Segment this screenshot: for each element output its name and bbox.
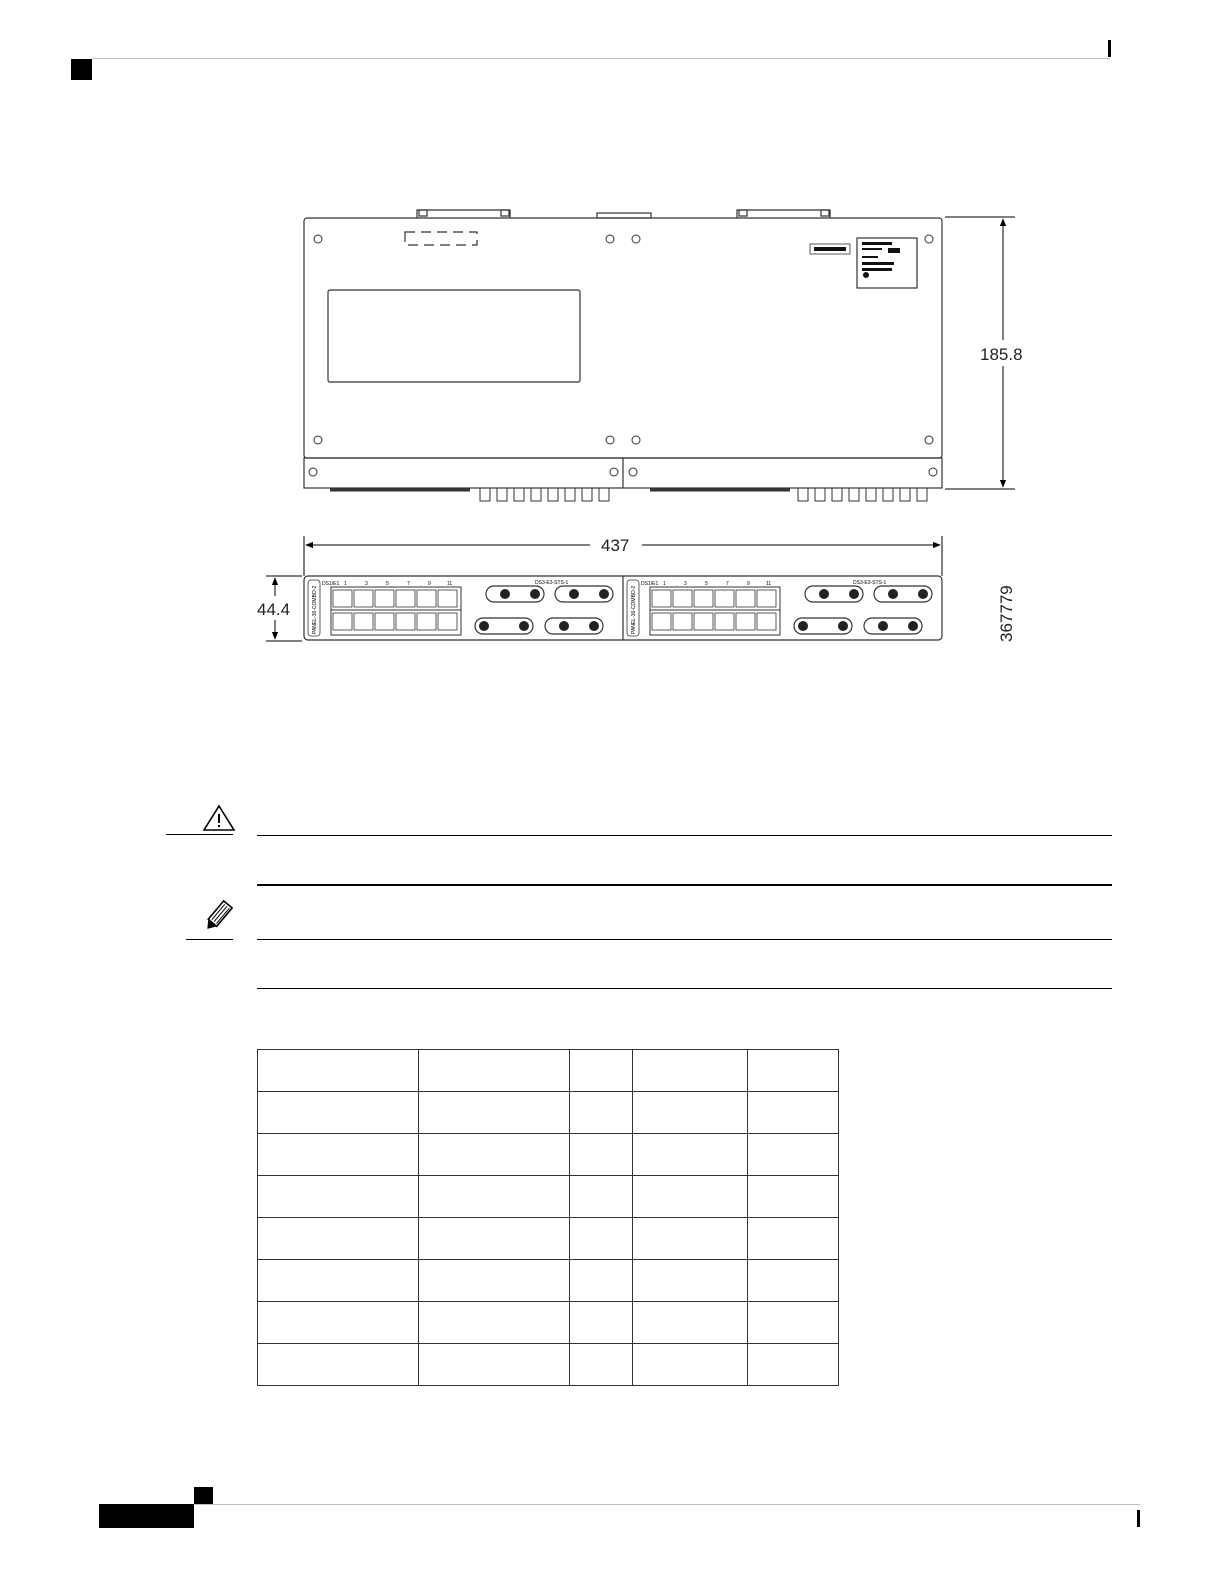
table-cell	[258, 1176, 419, 1218]
svg-text:1: 1	[663, 581, 666, 587]
table-cell	[419, 1134, 570, 1176]
table-row	[258, 1176, 839, 1218]
table-cell	[633, 1218, 748, 1260]
footer-rule	[194, 1504, 1140, 1505]
footer-page-tab	[99, 1504, 194, 1528]
svg-text:9: 9	[747, 581, 750, 587]
table-cell	[748, 1218, 839, 1260]
table-cell	[419, 1260, 570, 1302]
svg-text:3: 3	[684, 581, 687, 587]
panel-name-right: PANEL-36-COMBO-2	[631, 585, 637, 634]
table-row	[258, 1134, 839, 1176]
svg-text:5: 5	[705, 581, 708, 587]
table-cell	[570, 1050, 633, 1092]
figure-id: 367779	[997, 585, 1016, 642]
depth-value: 185.8	[980, 345, 1023, 364]
table-cell	[419, 1218, 570, 1260]
caution-rule-bottom	[257, 884, 1112, 886]
caution-rule-top	[257, 835, 1112, 836]
footer-tick	[1137, 1510, 1140, 1527]
table-cell	[748, 1260, 839, 1302]
table-cell	[419, 1092, 570, 1134]
table-cell	[258, 1218, 419, 1260]
svg-text:1: 1	[344, 581, 347, 587]
table-cell	[258, 1134, 419, 1176]
table-row	[258, 1050, 839, 1092]
top-view	[304, 210, 942, 501]
table-cell	[748, 1092, 839, 1134]
svg-text:7: 7	[726, 581, 729, 587]
table-cell	[633, 1092, 748, 1134]
table-cell	[570, 1218, 633, 1260]
chassis-drawing	[240, 200, 1060, 660]
svg-text:7: 7	[407, 581, 410, 587]
note-rule-top	[257, 939, 1112, 940]
table-cell	[570, 1344, 633, 1386]
coax-group-label-right: DS3-E3-STS-1	[853, 580, 887, 586]
table-cell	[419, 1344, 570, 1386]
header-rule	[92, 58, 1110, 59]
table-cell	[748, 1176, 839, 1218]
port-numbers-right	[663, 581, 771, 587]
caution-icon-underline	[166, 834, 233, 835]
table-cell	[633, 1302, 748, 1344]
port-group-label-right: DS1/E1	[641, 581, 659, 587]
table-cell	[633, 1260, 748, 1302]
table-row	[258, 1260, 839, 1302]
table-cell	[633, 1344, 748, 1386]
header-corner-block	[71, 59, 92, 80]
table-cell	[570, 1302, 633, 1344]
table-cell	[258, 1260, 419, 1302]
table-cell	[748, 1344, 839, 1386]
table-cell	[419, 1050, 570, 1092]
table-cell	[258, 1302, 419, 1344]
table-cell	[633, 1050, 748, 1092]
table-cell	[419, 1176, 570, 1218]
width-value: 437	[601, 536, 630, 555]
footer-small-block	[194, 1487, 213, 1504]
table-row	[258, 1092, 839, 1134]
panel-name-left: PANEL-36-COMBO-2	[312, 585, 318, 634]
table-cell	[748, 1050, 839, 1092]
table-cell	[570, 1176, 633, 1218]
port-numbers-left	[344, 581, 452, 587]
spec-table	[257, 1049, 839, 1386]
table-row	[258, 1218, 839, 1260]
height-value: 44.4	[257, 600, 291, 619]
table-cell	[258, 1050, 419, 1092]
table-cell	[570, 1092, 633, 1134]
table-row	[258, 1302, 839, 1344]
table-cell	[748, 1302, 839, 1344]
table-cell	[258, 1344, 419, 1386]
svg-text:11: 11	[766, 581, 772, 587]
note-rule-bottom	[257, 988, 1112, 989]
svg-text:5: 5	[386, 581, 389, 587]
note-icon-underline	[186, 939, 233, 940]
table-cell	[748, 1134, 839, 1176]
port-group-label-left: DS1/E1	[322, 581, 340, 587]
table-cell	[258, 1092, 419, 1134]
svg-text:3: 3	[365, 581, 368, 587]
pencil-note-icon	[199, 899, 237, 935]
table-cell	[570, 1260, 633, 1302]
warning-triangle-icon	[202, 804, 236, 832]
svg-text:11: 11	[447, 581, 453, 587]
svg-text:9: 9	[428, 581, 431, 587]
table-row	[258, 1344, 839, 1386]
table-cell	[419, 1302, 570, 1344]
front-view	[304, 576, 942, 640]
header-tick	[1108, 40, 1111, 57]
table-cell	[633, 1176, 748, 1218]
coax-group-label-left: DS3-E3-STS-1	[535, 580, 569, 586]
table-cell	[570, 1134, 633, 1176]
table-cell	[633, 1134, 748, 1176]
